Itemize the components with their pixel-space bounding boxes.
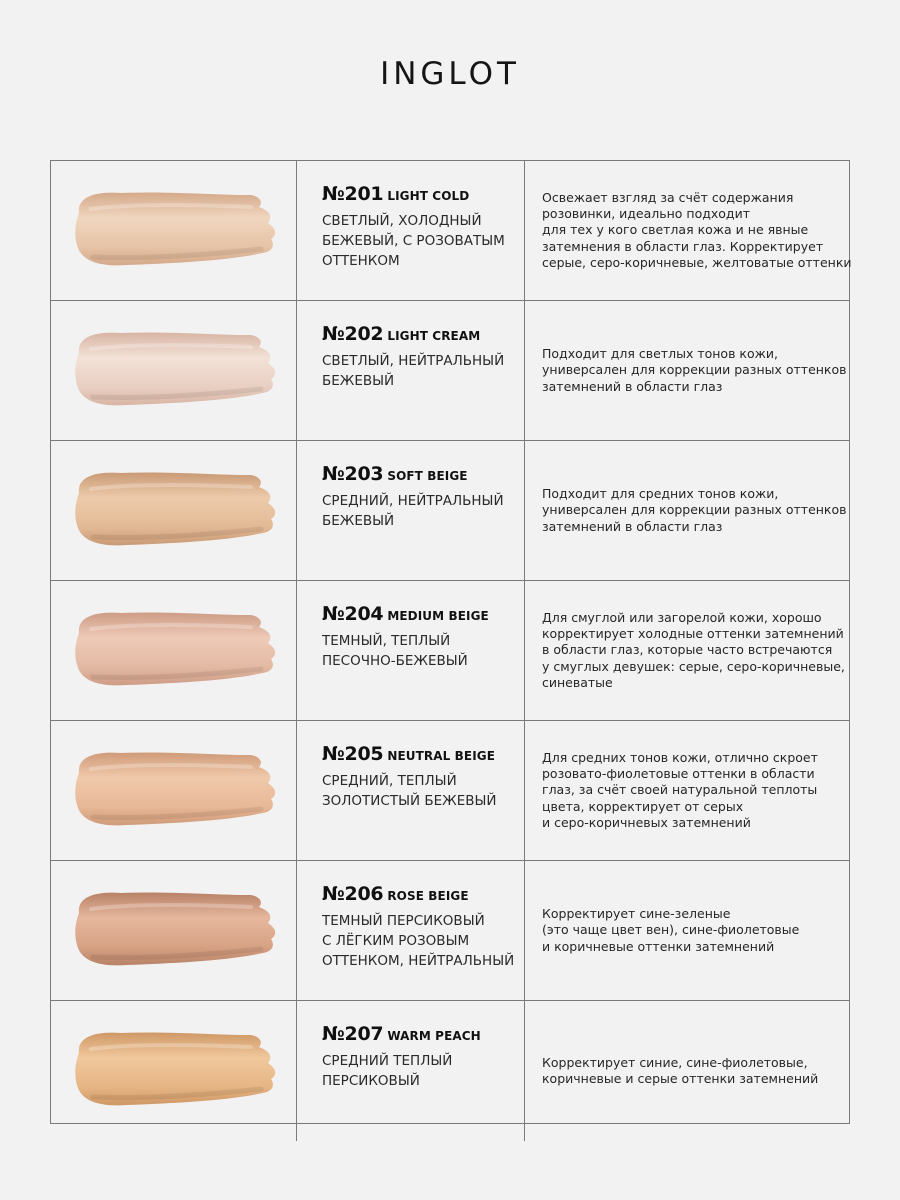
swatch-cell: [51, 441, 297, 580]
description-line: в области глаз, которые часто встречаются: [542, 642, 833, 658]
shade-swatch: [65, 463, 285, 559]
shade-name-cell: [297, 441, 525, 580]
description-line: Освежает взгляд за счёт содержания: [542, 189, 794, 205]
shade-code: №207: [322, 1023, 384, 1045]
description-line: универсален для коррекции разных оттенков: [542, 362, 847, 378]
description-line: синеватые: [542, 674, 613, 690]
description-line: розовинки, идеально подходит: [542, 206, 750, 222]
shade-name: ROSE BEIGE: [387, 889, 469, 903]
shade-description-cell: [525, 721, 849, 860]
description-line: затемнения в области глаз. Корректирует: [542, 238, 824, 254]
shade-row: [51, 161, 852, 301]
shade-name-cell: [297, 721, 525, 860]
shade-swatch: [65, 323, 285, 419]
shade-description-cell: [525, 441, 849, 580]
shade-subtitle: [322, 1051, 522, 1091]
shade-swatch: [65, 603, 285, 699]
shade-name-cell: [297, 161, 525, 300]
swatch-cell: [51, 861, 297, 1000]
shade-subtitle-line: СВЕТЛЫЙ, НЕЙТРАЛЬНЫЙ: [322, 353, 505, 369]
shade-subtitle-line: ОТТЕНКОМ: [322, 253, 400, 269]
shade-description: [542, 906, 799, 955]
shade-title: [322, 743, 495, 765]
shade-description-cell: [525, 161, 852, 300]
shade-title: [322, 323, 480, 345]
shade-code: №204: [322, 603, 384, 625]
shade-description: [542, 346, 847, 395]
shade-subtitle-line: ОТТЕНКОМ, НЕЙТРАЛЬНЫЙ: [322, 953, 515, 969]
shade-row: [51, 441, 849, 581]
description-line: глаз, за счёт своей натуральной теплоты: [542, 782, 818, 798]
brand-logo: INGLOT: [380, 56, 520, 92]
description-line: Для смуглой или загорелой кожи, хорошо: [542, 609, 822, 625]
shade-subtitle-line: СРЕДНИЙ, ТЕПЛЫЙ: [322, 773, 457, 789]
shade-subtitle-line: БЕЖЕВЫЙ: [322, 513, 395, 529]
shade-subtitle-line: БЕЖЕВЫЙ: [322, 373, 395, 389]
description-line: розовато-фиолетовые оттенки в области: [542, 766, 815, 782]
shade-name: SOFT BEIGE: [387, 469, 468, 483]
shade-name: LIGHT COLD: [387, 189, 470, 203]
shade-title: [322, 183, 469, 205]
shade-description: [542, 190, 852, 271]
description-line: Корректирует сине-зеленые: [542, 906, 731, 922]
shade-title: [322, 603, 489, 625]
description-line: (это чаще цвет вен), сине-фиолетовые: [542, 922, 800, 938]
description-line: Подходит для светлых тонов кожи,: [542, 346, 778, 362]
shade-title: [322, 883, 469, 905]
shade-name: MEDIUM BEIGE: [387, 609, 489, 623]
description-line: и коричневые оттенки затемнений: [542, 938, 775, 954]
shade-name: LIGHT CREAM: [387, 329, 481, 343]
shade-subtitle-line: ТЕМНЫЙ, ТЕПЛЫЙ: [322, 633, 451, 649]
shade-description-cell: [525, 861, 849, 1000]
shade-name-cell: [297, 581, 525, 720]
shade-subtitle-line: БЕЖЕВЫЙ, С РОЗОВАТЫМ: [322, 233, 505, 249]
description-line: затемнений в области глаз: [542, 378, 723, 394]
shade-swatch: [65, 1023, 285, 1119]
description-line: цвета, корректирует от серых: [542, 798, 744, 814]
shade-subtitle-line: ПЕСОЧНО-БЕЖЕВЫЙ: [322, 653, 468, 669]
swatch-cell: [51, 721, 297, 860]
shade-subtitle-line: СРЕДНИЙ, НЕЙТРАЛЬНЫЙ: [322, 493, 504, 509]
shade-code: №201: [322, 183, 384, 205]
swatch-cell: [51, 161, 297, 300]
shade-subtitle-line: СВЕТЛЫЙ, ХОЛОДНЫЙ: [322, 213, 482, 229]
shade-name-cell: [297, 861, 525, 1000]
shade-name-cell: [297, 301, 525, 440]
shade-subtitle-line: С ЛЁГКИМ РОЗОВЫМ: [322, 933, 470, 949]
description-line: у смуглых девушек: серые, серо-коричневые,: [542, 658, 845, 674]
description-line: серые, серо-коричневые, желтоватые оттенки: [542, 254, 852, 270]
shade-description-cell: [525, 581, 849, 720]
shade-subtitle: [322, 771, 522, 811]
shade-row: [51, 721, 849, 861]
shade-description: [542, 486, 847, 535]
shade-code: №202: [322, 323, 384, 345]
description-line: и серо-коричневых затемнений: [542, 814, 751, 830]
shade-code: №205: [322, 743, 384, 765]
description-line: универсален для коррекции разных оттенков: [542, 502, 847, 518]
shade-table: [50, 160, 850, 1124]
shade-subtitle-line: ТЕМНЫЙ ПЕРСИКОВЫЙ: [322, 913, 485, 929]
shade-row: [51, 861, 849, 1001]
swatch-cell: [51, 1001, 297, 1141]
shade-subtitle: [322, 911, 522, 971]
swatch-cell: [51, 301, 297, 440]
description-line: Подходит для средних тонов кожи,: [542, 486, 779, 502]
shade-description-cell: [525, 1001, 849, 1141]
shade-description: [542, 610, 845, 691]
shade-description: [542, 1055, 818, 1088]
description-line: для тех у кого светлая кожа и не явные: [542, 222, 809, 238]
shade-row: [51, 1001, 849, 1141]
description-line: коричневые и серые оттенки затемнений: [542, 1071, 819, 1086]
shade-code: №203: [322, 463, 384, 485]
shade-row: [51, 581, 849, 721]
shade-name: WARM PEACH: [387, 1029, 481, 1043]
shade-subtitle-line: ПЕРСИКОВЫЙ: [322, 1073, 420, 1089]
shade-description: [542, 750, 818, 831]
swatch-cell: [51, 581, 297, 720]
shade-swatch: [65, 183, 285, 279]
shade-swatch: [65, 883, 285, 979]
shade-row: [51, 301, 849, 441]
shade-subtitle-line: ЗОЛОТИСТЫЙ БЕЖЕВЫЙ: [322, 793, 497, 809]
shade-description-cell: [525, 301, 849, 440]
shade-title: [322, 463, 468, 485]
shade-subtitle-line: СРЕДНИЙ ТЕПЛЫЙ: [322, 1053, 453, 1069]
shade-title: [322, 1023, 481, 1045]
shade-code: №206: [322, 883, 384, 905]
shade-name-cell: [297, 1001, 525, 1141]
description-line: корректирует холодные оттенки затемнений: [542, 626, 844, 642]
shade-subtitle: [322, 491, 522, 531]
shade-subtitle: [322, 211, 522, 271]
shade-subtitle: [322, 631, 522, 671]
shade-name: NEUTRAL BEIGE: [387, 749, 496, 763]
description-line: Для средних тонов кожи, отлично скроет: [542, 749, 818, 765]
shade-swatch: [65, 743, 285, 839]
description-line: затемнений в области глаз: [542, 518, 723, 534]
description-line: Корректирует синие, сине-фиолетовые,: [542, 1054, 808, 1070]
shade-subtitle: [322, 351, 522, 391]
